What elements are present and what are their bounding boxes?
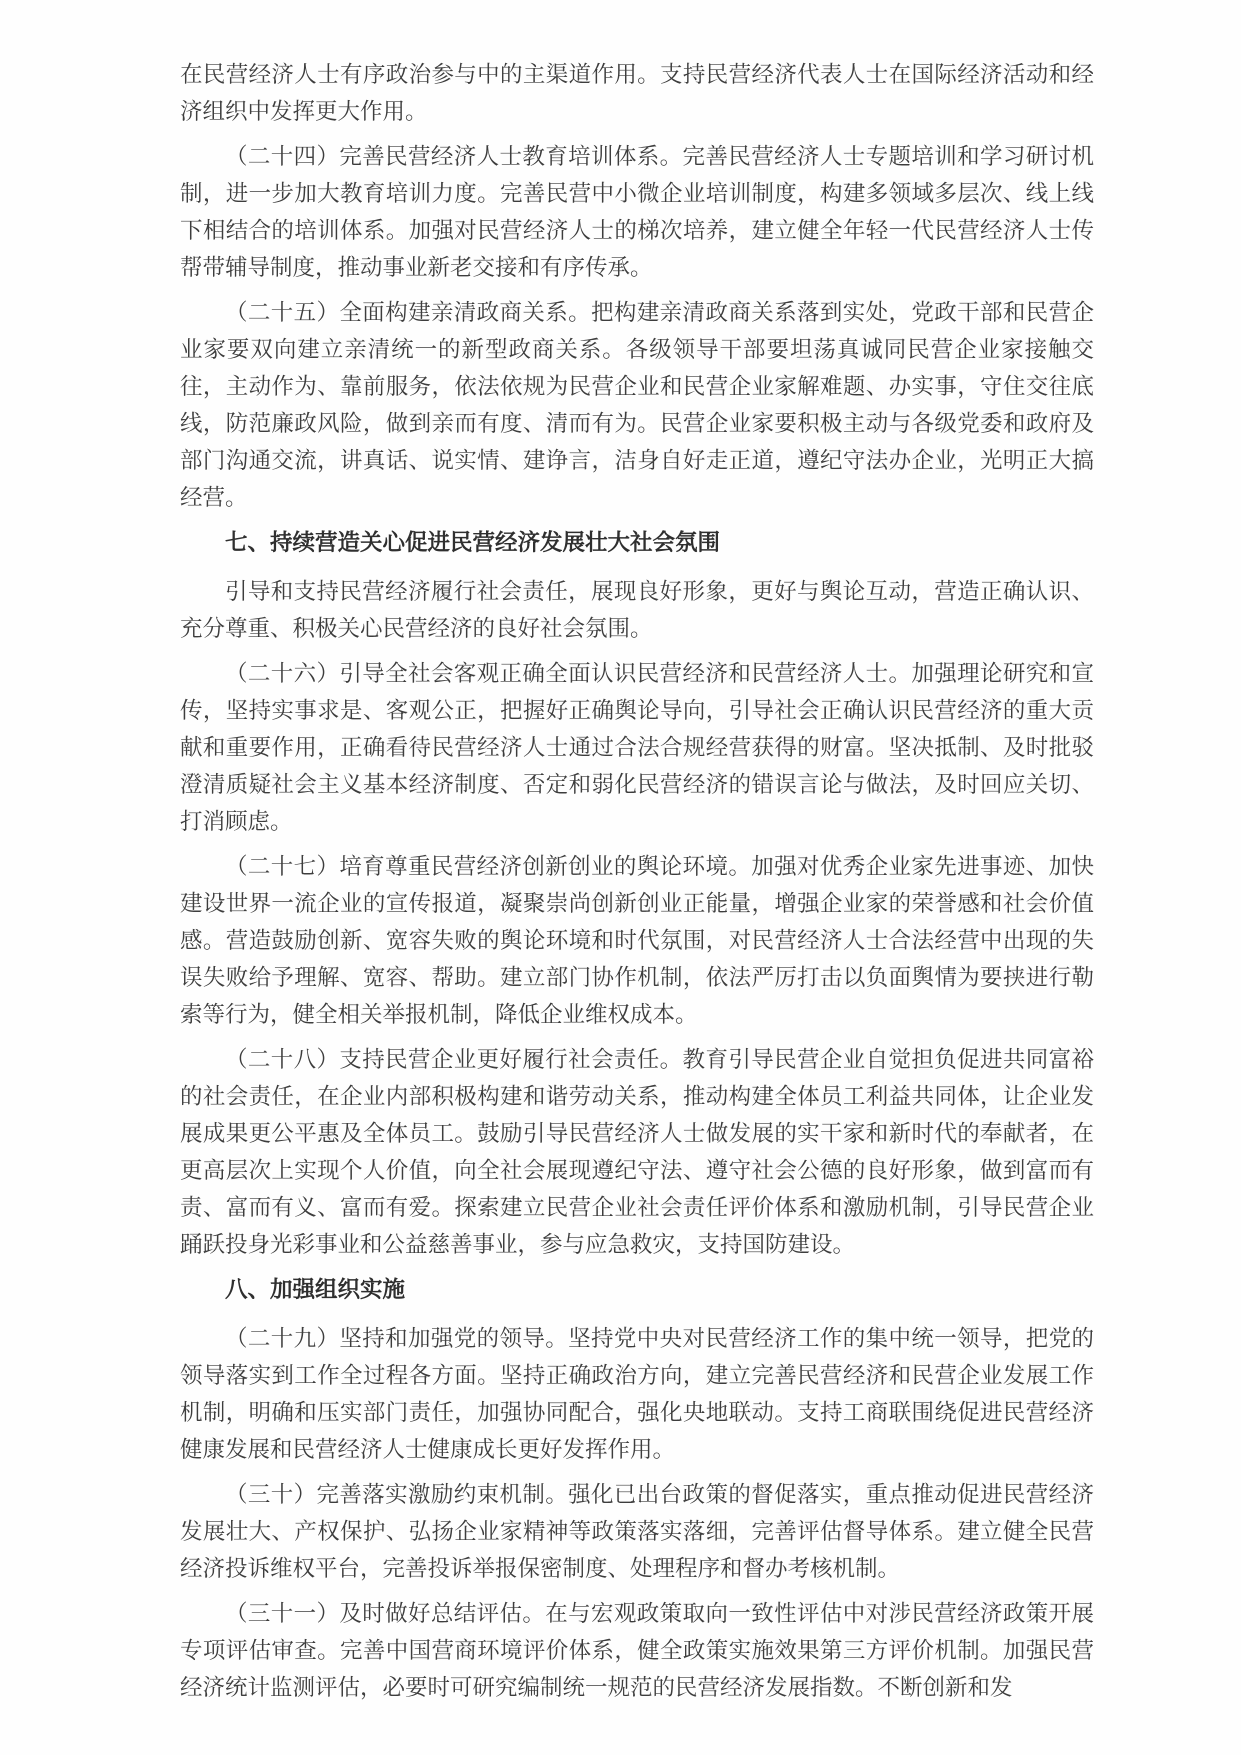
continuation-paragraph: 在民营经济人士有序政治参与中的主渠道作用。支持民营经济代表人士在国际经济活动和经济组织中发挥更大作用。: [180, 62, 1094, 124]
section-7-intro-paragraph: 引导和支持民营经济履行社会责任，展现良好形象，更好与舆论互动，营造正确认识、充分尊重、积极关心民营经济的良好社会氛围。: [180, 579, 1094, 641]
paragraph-item-27: （二十七）培育尊重民营经济创新创业的舆论环境。加强对优秀企业家先进事迹、加快建设世界一流企业的宣传报道，凝聚崇尚创新创业正能量，增强企业家的荣誉感和社会价值感。营造鼓励创新、宽容失败的舆论环境和时代氛围，对民营经济人士合法经营中出现的失误失败给予理解、宽容、帮助。建立部门协作机制，依法严厉打击以负面舆情为要挟进行勒索等行为，健全相关举报机制，降低企业维权成本。: [180, 854, 1094, 1027]
section-heading-7: 七、持续营造关心促进民营经济发展壮大社会氛围: [225, 530, 721, 555]
paragraph-item-29: （二十九）坚持和加强党的领导。坚持党中央对民营经济工作的集中统一领导，把党的领导落实到工作全过程各方面。坚持正确政治方向，建立完善民营经济和民营企业发展工作机制，明确和压实部门责任，加强协同配合，强化央地联动。支持工商联围绕促进民营经济健康发展和民营经济人士健康成长更好发挥作用。: [180, 1326, 1094, 1462]
paragraph-item-31: （三十一）及时做好总结评估。在与宏观政策取向一致性评估中对涉民营经济政策开展专项评估审查。完善中国营商环境评价体系，健全政策实施效果第三方评价机制。加强民营经济统计监测评估，必要时可研究编制统一规范的民营经济发展指数。不断创新和发: [180, 1601, 1094, 1700]
paragraph-item-28: （二十八）支持民营企业更好履行社会责任。教育引导民营企业自觉担负促进共同富裕的社会责任，在企业内部积极构建和谐劳动关系，推动构建全体员工利益共同体，让企业发展成果更公平惠及全体员工。鼓励引导民营经济人士做发展的实干家和新时代的奉献者，在更高层次上实现个人价值，向全社会展现遵纪守法、遵守社会公德的良好形象，做到富而有责、富而有义、富而有爱。探索建立民营企业社会责任评价体系和激励机制，引导民营企业踊跃投身光彩事业和公益慈善事业，参与应急救灾，支持国防建设。: [180, 1047, 1094, 1257]
paragraph-item-25: （二十五）全面构建亲清政商关系。把构建亲清政商关系落到实处，党政干部和民营企业家要双向建立亲清统一的新型政商关系。各级领导干部要坦荡真诚同民营企业家接触交往，主动作为、靠前服务，依法依规为民营企业和民营企业家解难题、办实事，守住交往底线，防范廉政风险，做到亲而有度、清而有为。民营企业家要积极主动与各级党委和政府及部门沟通交流，讲真话、说实情、建诤言，洁身自好走正道，遵纪守法办企业，光明正大搞经营。: [180, 300, 1094, 510]
section-heading-8: 八、加强组织实施: [225, 1277, 406, 1302]
paragraph-item-26: （二十六）引导全社会客观正确全面认识民营经济和民营经济人士。加强理论研究和宣传，坚持实事求是、客观公正，把握好正确舆论导向，引导社会正确认识民营经济的重大贡献和重要作用，正确看待民营经济人士通过合法合规经营获得的财富。坚决抵制、及时批驳澄清质疑社会主义基本经济制度、否定和弱化民营经济的错误言论与做法，及时回应关切、打消顾虑。: [180, 661, 1094, 834]
paragraph-item-24: （二十四）完善民营经济人士教育培训体系。完善民营经济人士专题培训和学习研讨机制，进一步加大教育培训力度。完善民营中小微企业培训制度，构建多领域多层次、线上线下相结合的培训体系。加强对民营经济人士的梯次培养，建立健全年轻一代民营经济人士传帮带辅导制度，推动事业新老交接和有序传承。: [180, 144, 1094, 280]
paragraph-item-30: （三十）完善落实激励约束机制。强化已出台政策的督促落实，重点推动促进民营经济发展壮大、产权保护、弘扬企业家精神等政策落实落细，完善评估督导体系。建立健全民营经济投诉维权平台，完善投诉举报保密制度、处理程序和督办考核机制。: [180, 1482, 1094, 1581]
document-page: [180, 56, 1094, 1714]
